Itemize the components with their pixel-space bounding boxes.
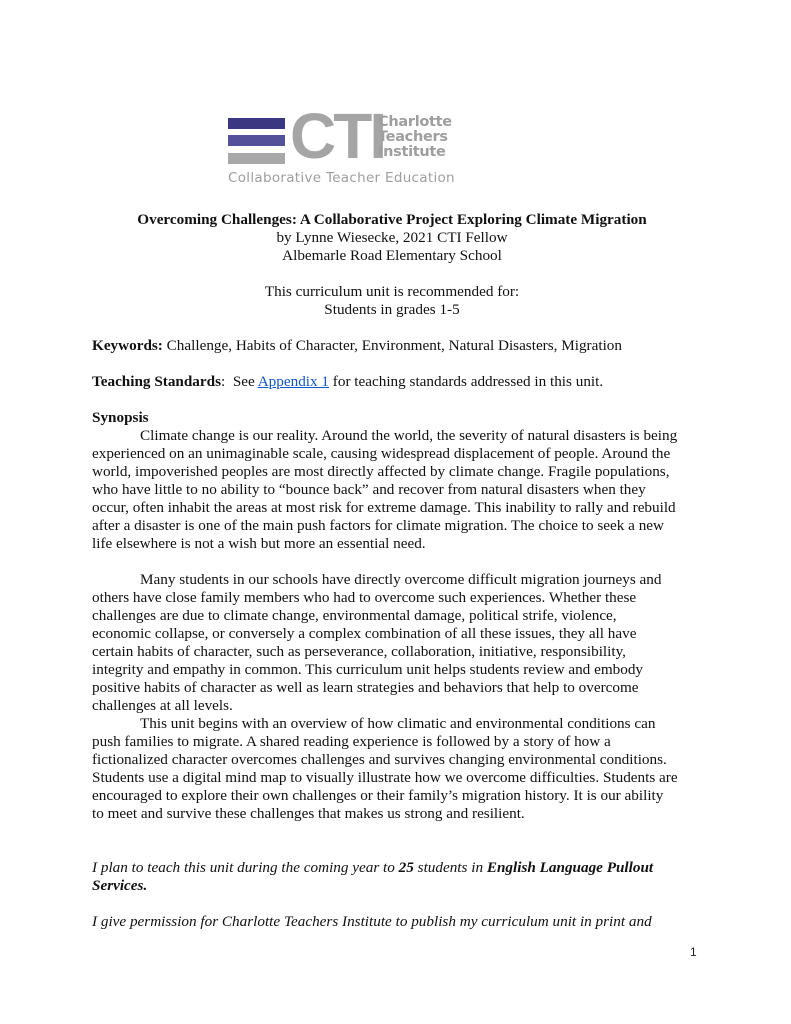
teaching-standards-see: : See — [221, 373, 258, 390]
keywords-line — [92, 337, 622, 355]
cti-logo — [228, 100, 468, 190]
logo-bar-gray — [228, 153, 285, 164]
school-name: Albemarle Road Elementary School — [282, 247, 502, 264]
logo-abbreviation: CTI — [290, 100, 385, 172]
student-count: 25 — [398, 859, 414, 876]
logo-name-line1: Charlotte — [378, 114, 452, 130]
permission-statement: I give permission for Charlotte Teachers Institute to publish my curriculum unit in print and — [92, 913, 652, 930]
synopsis-paragraph: Climate change is our reality. Around the world, the severity of natural disasters is being experienced on an unimaginable scale, causing widespread displacement of people. Around the world, impoverished peoples are most directly affected by climate change. Fragile populations, who have little to no ability to “bounce back” and recover from natural disasters when they occur, often inhabit the areas at most risk for extreme damage. This inability to rally and rebuild after a disaster is one of the main push factors for climate migration. The choice to seek a new life elsewhere is not a wish but more an essential need. — [92, 427, 678, 552]
synopsis-paragraph: This unit begins with an overview of how climatic and environmental conditions can push families to migrate. A shared reading experience is followed by a story of how a fictionalized character overcomes challenges and survives changing environmental conditions. Students use a digital mind map to visually illustrate how we overcome difficulties. Students are encouraged to explore their own challenges or their family’s migration history. It is our ability to meet and survive these challenges that makes us strong and resilient. — [92, 715, 678, 822]
grade-range: Students in grades 1-5 — [324, 301, 460, 318]
logo-name — [378, 115, 452, 160]
logo-tagline: Collaborative Teacher Education — [228, 170, 455, 186]
keywords-label: Keywords: — [92, 337, 163, 354]
teaching-standards-label: Teaching Standards — [92, 373, 221, 390]
teaching-plan — [92, 859, 682, 895]
plan-middle: students in — [413, 859, 487, 876]
program-name: English Language Pullout Services. — [92, 859, 654, 894]
logo-bar-mid — [228, 135, 285, 146]
teaching-standards-suffix: for teaching standards addressed in this unit. — [329, 373, 604, 390]
recommended-for: This curriculum unit is recommended for: — [264, 283, 520, 300]
unit-title: Overcoming Challenges: A Collaborative Project Exploring Climate Migration — [137, 211, 647, 228]
logo-bar-dark — [228, 118, 285, 129]
page-number: 1 — [690, 945, 697, 959]
keywords-value: Challenge, Habits of Character, Environment, Natural Disasters, Migration — [162, 337, 622, 354]
teaching-standards-line — [92, 373, 603, 391]
appendix-1-link[interactable]: Appendix 1 — [257, 373, 329, 390]
plan-prefix: I plan to teach this unit during the coming year to — [92, 859, 399, 876]
logo-name-line3: Institute — [378, 144, 446, 160]
synopsis-heading: Synopsis — [92, 409, 149, 426]
logo-name-line2: Teachers — [378, 129, 448, 145]
author-byline: by Lynne Wiesecke, 2021 CTI Fellow — [276, 229, 508, 246]
synopsis-paragraph: Many students in our schools have directly overcome difficult migration journeys and others have close family members who had to overcome such experiences. Whether these challenges are due to climate change, environmental damage, political strife, violence, economic collapse, or conversely a complex combination of all these issues, they all have certain habits of character, such as perseverance, collaboration, initiative, responsibility, integrity and empathy in common. This curriculum unit helps students review and embody positive habits of character as well as learn strategies and behaviors that help to overcome challenges at all levels. — [92, 571, 662, 714]
